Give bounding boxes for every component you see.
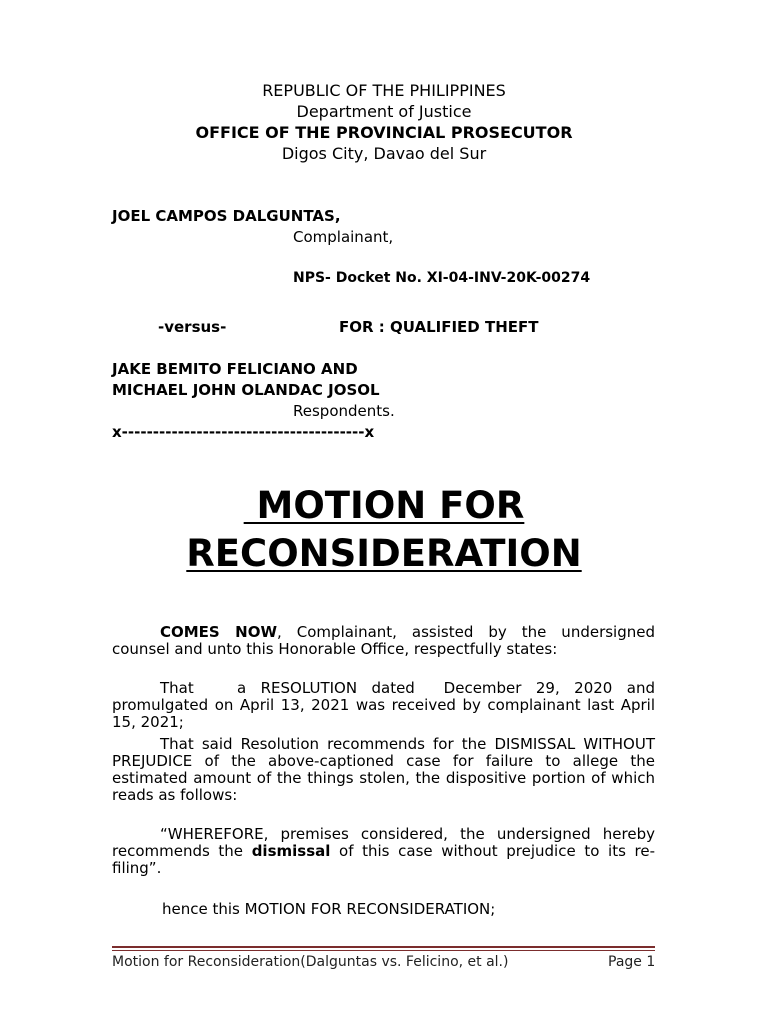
charge-label: FOR : QUALIFIED THEFT (339, 318, 539, 336)
resolution-date: December 29, 2020 and (443, 679, 655, 697)
comes-now-bold: COMES NOW (160, 623, 278, 641)
versus-label: -versus- (158, 318, 227, 336)
paragraph-wherefore-quote (112, 826, 655, 877)
resolution-dated: a RESOLUTION dated (237, 679, 415, 697)
comes-now-text: , Complainant, assisted by the undersigned counsel and unto this Honorable Office, respectfully states: (112, 623, 656, 658)
resolution-rest: promulgated on April 13, 2021 was received by complainant last April 15, 2021; (112, 696, 655, 731)
paragraph-hence: hence this MOTION FOR RECONSIDERATION; (162, 900, 496, 918)
paragraph-comes-now (112, 624, 655, 658)
resolution-recommends-text: That said Resolution recommends for the DISMISSAL WITHOUT PREJUDICE of the above-captioned case for failure to allege the estimated amount of the things stolen, the dispositive portion of which reads as follows: (112, 735, 655, 804)
paragraph-resolution-received (112, 680, 655, 731)
docket-number: NPS- Docket No. XI-04-INV-20K-00274 (293, 270, 591, 286)
complainant-role: Complainant, (293, 228, 394, 246)
wherefore-post: of this case without prejudice to its re-filing”. (112, 842, 655, 877)
paragraph-resolution-recommends (112, 736, 655, 804)
header-office: OFFICE OF THE PROVINCIAL PROSECUTOR (195, 123, 573, 142)
header-republic: REPUBLIC OF THE PHILIPPINES (262, 81, 506, 100)
wherefore-pre: “WHEREFORE, premises considered, the undersigned hereby recommends the (112, 825, 655, 860)
header-location: Digos City, Davao del Sur (281, 144, 487, 163)
footer-rule-thin (112, 950, 655, 951)
header-department: Department of Justice (296, 102, 472, 121)
footer-rule-thick (112, 946, 655, 948)
document-title-line1: MOTION FOR (243, 484, 525, 527)
caption-separator: x---------------------------------------x (112, 423, 375, 441)
footer-page-number: Page 1 (608, 954, 656, 970)
respondent-1: JAKE BEMITO FELICIANO AND (112, 360, 358, 378)
complainant-name: JOEL CAMPOS DALGUNTAS, (112, 207, 341, 225)
respondent-role: Respondents. (293, 402, 395, 420)
wherefore-dismissal: dismissal (251, 842, 331, 860)
footer-title: Motion for Reconsideration(Dalguntas vs. Felicino, et al.) (112, 954, 509, 970)
document-title-line2: RECONSIDERATION (186, 532, 582, 575)
respondent-2: MICHAEL JOHN OLANDAC JOSOL (112, 381, 380, 399)
resolution-that: That (160, 679, 194, 697)
